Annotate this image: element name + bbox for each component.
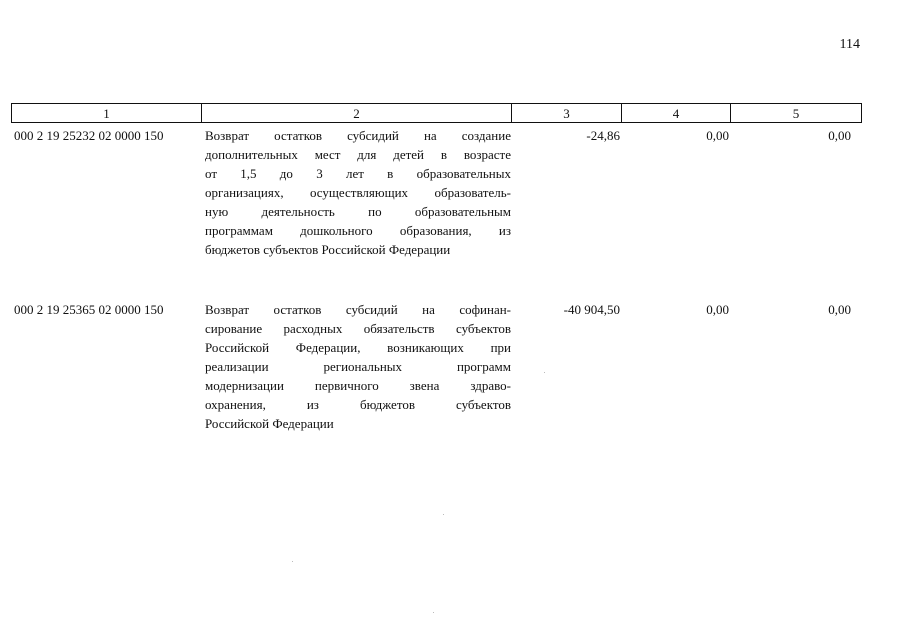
column-header-row — [12, 104, 862, 123]
column-header-3: 3 — [512, 104, 622, 123]
budget-code: 000 2 19 25232 02 0000 150 — [14, 128, 164, 143]
description-line: охранения, из бюджетов субъектов — [205, 397, 511, 412]
value-col3: -40 904,50 — [563, 302, 620, 317]
description-line: программам дошкольного образования, из — [205, 223, 511, 238]
column-header-1: 1 — [12, 104, 202, 123]
description-line: модернизации первичного звена здраво- — [205, 378, 511, 393]
column-header-2: 2 — [202, 104, 512, 123]
description-line: Возврат остатков субсидий на создание — [205, 128, 511, 143]
description-line: организациях, осуществляющих образователь- — [205, 185, 511, 200]
description-line: Российской Федерации — [205, 416, 334, 431]
description-line: от 1,5 до 3 лет в образовательных — [205, 166, 511, 181]
column-header-table — [11, 103, 862, 123]
description-line: дополнительных мест для детей в возрасте — [205, 147, 511, 162]
budget-code: 000 2 19 25365 02 0000 150 — [14, 302, 164, 317]
row-description — [205, 126, 511, 259]
scan-speck — [433, 612, 434, 613]
description-line: сирование расходных обязательств субъектов — [205, 321, 511, 336]
value-col5: 0,00 — [828, 302, 851, 317]
description-line: ную деятельность по образовательным — [205, 204, 511, 219]
scan-speck — [443, 514, 444, 515]
description-line: бюджетов субъектов Российской Федерации — [205, 242, 451, 257]
description-line: реализации региональных программ — [205, 359, 511, 374]
page-number: 114 — [839, 37, 860, 52]
description-line: Российской Федерации, возникающих при — [205, 340, 511, 355]
value-col5: 0,00 — [828, 128, 851, 143]
value-col4: 0,00 — [706, 302, 729, 317]
value-col3: -24,86 — [586, 128, 620, 143]
column-header-5: 5 — [731, 104, 862, 123]
description-line: Возврат остатков субсидий на софинан- — [205, 302, 511, 317]
column-header-4: 4 — [622, 104, 731, 123]
row-description — [205, 300, 511, 433]
scan-speck — [544, 372, 545, 373]
value-col4: 0,00 — [706, 128, 729, 143]
scan-speck — [292, 561, 293, 562]
